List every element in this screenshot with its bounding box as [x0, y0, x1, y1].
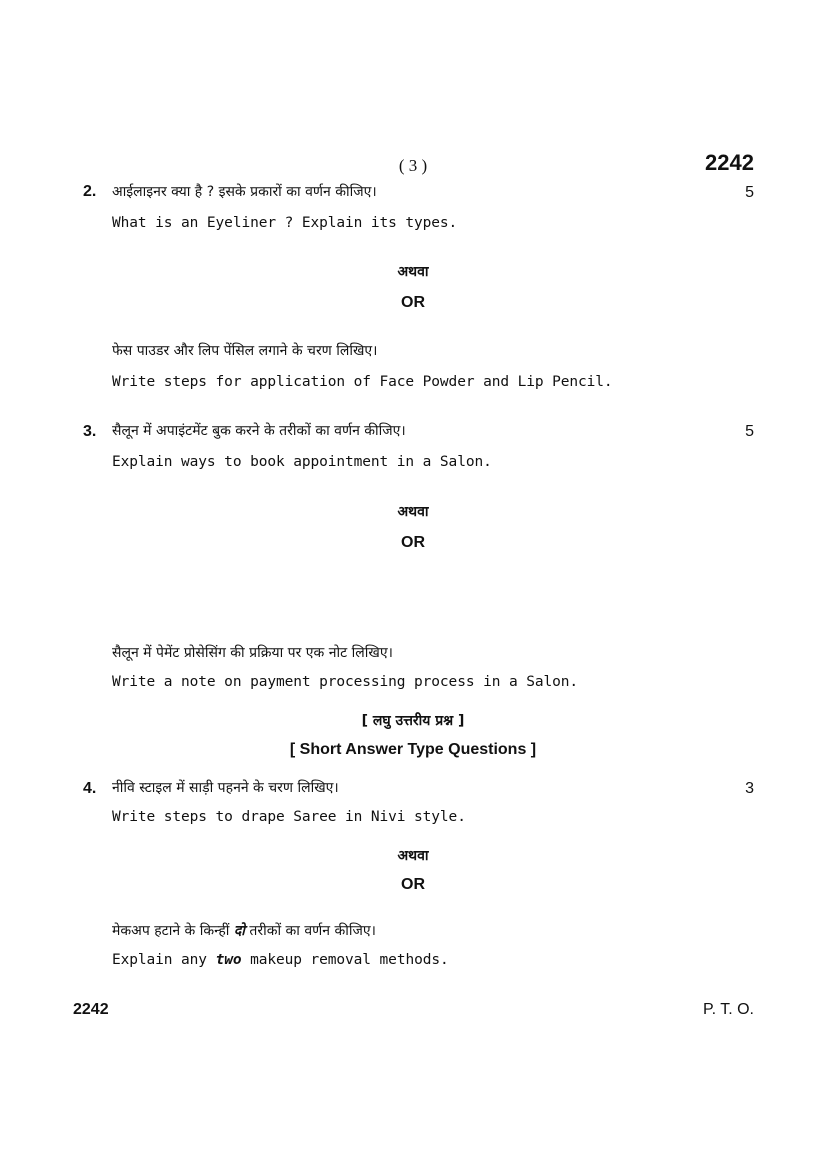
question-4-alt-english-post: makeup removal methods. [250, 952, 449, 968]
question-2-marks: 5 [745, 184, 754, 201]
question-4-english: Write steps to drape Saree in Nivi style. [112, 809, 466, 825]
question-3-alt-english: Write a note on payment processing process in a Salon. [112, 674, 579, 690]
question-2-alt-hindi: फेस पाउडर और लिप पेंसिल लगाने के चरण लिखिए। [112, 343, 378, 359]
question-4-alt-english-emphasis: two [215, 952, 242, 968]
paper-code-footer: 2242 [73, 1001, 109, 1018]
question-4-alt-english-pre: Explain any [112, 952, 207, 968]
question-2-or-hindi: अथवा [397, 264, 429, 280]
question-4-hindi: नीवि स्टाइल में साड़ी पहनने के चरण लिखिए। [112, 780, 339, 796]
question-3-hindi: सैलून में अपाइंटमेंट बुक करने के तरीकों का वर्णन कीजिए। [112, 423, 406, 439]
question-4-alt-hindi-pre: मेकअप हटाने के किन्हीं [112, 923, 230, 939]
question-4-alt-hindi [112, 921, 376, 940]
section-heading-english: [ Short Answer Type Questions ] [289, 741, 537, 758]
section-heading-hindi: [ लघु उत्तरीय प्रश्न ] [361, 713, 465, 729]
question-3-english: Explain ways to book appointment in a Salon. [112, 454, 492, 470]
question-3-marks: 5 [745, 423, 754, 440]
page-number: ( 3 ) [398, 156, 428, 175]
question-4-alt-hindi-post: तरीकों का वर्णन कीजिए। [249, 923, 376, 939]
paper-code-header: 2242 [705, 150, 754, 175]
question-2-hindi: आईलाइनर क्या है ? इसके प्रकारों का वर्णन कीजिए। [112, 184, 377, 200]
question-2-alt-english: Write steps for application of Face Powder and Lip Pencil. [112, 374, 613, 390]
question-4-marks: 3 [745, 780, 754, 797]
question-3-alt-hindi: सैलून में पेमेंट प्रोसेसिंग की प्रक्रिया पर एक नोट लिखिए। [112, 645, 393, 661]
question-3-or-hindi: अथवा [397, 504, 429, 520]
pto-label: P. T. O. [703, 1001, 754, 1018]
question-3-or-english: OR [401, 534, 425, 551]
question-3-number: 3. [83, 423, 97, 440]
question-2-number: 2. [83, 183, 97, 200]
question-2-or-english: OR [401, 294, 425, 311]
question-4-or-hindi: अथवा [397, 848, 429, 864]
question-4-alt-hindi-emphasis: दो [233, 923, 245, 939]
question-4-number: 4. [83, 780, 97, 797]
question-4-alt-english [112, 952, 449, 968]
question-4-or-english: OR [401, 876, 425, 893]
question-2-english: What is an Eyeliner ? Explain its types. [112, 215, 458, 231]
